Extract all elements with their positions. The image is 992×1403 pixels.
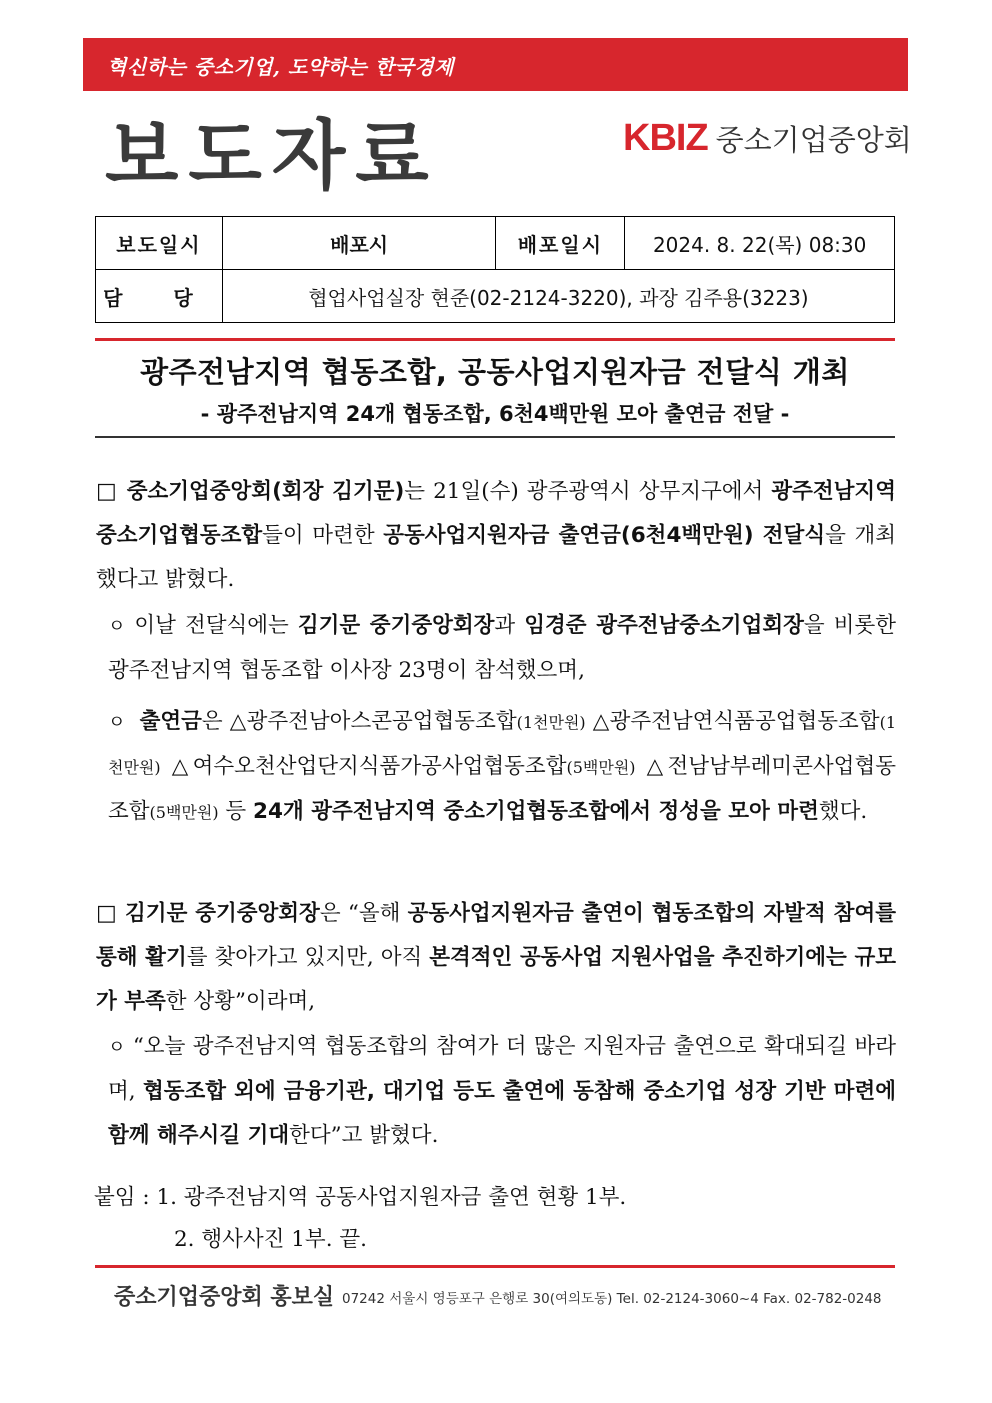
top-banner <box>83 38 908 91</box>
release-time-value: 배포시 <box>222 217 496 270</box>
attachment-line-1: 붙임 : 1. 광주전남지역 공동사업지원자금 출연 현황 1부. <box>94 1185 627 1210</box>
text: 이날 전달식에는 <box>125 613 298 638</box>
banner-slogan: 혁신하는 중소기업, 도약하는 한국경제 <box>107 55 454 79</box>
text: (5백만원) <box>566 758 636 777</box>
text: 공동사업지원자금 출연금(6천4백만원) 전달식 <box>383 523 826 548</box>
text: 광주전남지역 중소기업협동조합 <box>96 479 896 548</box>
text: 중소기업중앙회(회장 김기문) <box>118 479 405 504</box>
text: 협동조합 외에 금융기관, 대기업 등도 출연에 동참해 중소기업 성장 기반 마련에 함께 해주시길 기대 <box>108 1079 896 1148</box>
subheadline: - 광주전남지역 24개 협동조합, 6천4백만원 모아 출연금 전달 - <box>200 402 790 426</box>
kbiz-logo <box>623 118 912 158</box>
text: 김기문 중기중앙회장 <box>297 613 495 638</box>
headline-bottom-rule <box>95 436 895 438</box>
text: 을 비롯한 광주전남지역 협동조합 이사장 23명이 참석했으며, <box>108 613 896 683</box>
square-bullet: □ <box>96 901 118 926</box>
circle-bullet: ㅇ <box>108 1037 126 1058</box>
text: 들이 마련한 <box>262 523 384 548</box>
paragraph-3 <box>108 700 896 835</box>
circle-bullet: ㅇ <box>108 616 126 637</box>
paragraph-4 <box>96 892 896 1024</box>
headline-top-rule <box>95 338 895 341</box>
text: 을 개최했다고 밝혔다. <box>96 523 896 592</box>
paragraph-1 <box>96 470 896 602</box>
text: 은 “올해 <box>319 901 408 926</box>
text: △전남남부레미콘사업협동조합 <box>108 754 896 824</box>
text: 는 21일(수) 광주광역시 상무지구에서 <box>404 479 772 504</box>
press-release-title: 보도자료 <box>105 111 439 200</box>
footer-address: 07242 서울시 영등포구 은행로 30(여의도동) Tel. 02-2124-3060~4 Fax. 02-782-0248 <box>342 1291 882 1307</box>
square-bullet: □ <box>96 479 118 504</box>
footer-dept: 중소기업중앙회 홍보실 <box>114 1285 335 1310</box>
text: 했다. <box>818 799 868 824</box>
text: 24개 광주전남지역 중소기업협동조합에서 정성을 모아 마련 <box>253 799 819 824</box>
footer-rule <box>95 1265 895 1268</box>
text: (5백만원) <box>149 803 219 822</box>
text: 본격적인 공동사업 지원사업을 추진하기에는 규모가 부족 <box>96 945 896 1014</box>
release-info-table <box>95 216 895 323</box>
text: (1천만원) <box>108 713 896 777</box>
text: 출연금 <box>139 709 202 734</box>
text: 를 찾아가고 있지만, 아직 <box>186 945 430 970</box>
release-time-label: 보도일시 <box>96 217 223 270</box>
text: 김기문 중기중앙회장 <box>117 901 320 926</box>
paragraph-5 <box>108 1025 896 1158</box>
paragraph-2 <box>108 604 896 693</box>
kbiz-logo-org: 중소기업중앙회 <box>715 122 912 157</box>
text: “오늘 광주전남지역 협동조합의 참여가 더 많은 지원자금 출연으로 확대되길 바라며, <box>108 1034 896 1104</box>
text: 한 상황”이라며, <box>165 989 316 1014</box>
text: 한다”고 밝혔다. <box>289 1123 439 1148</box>
text: △광주전남연식품공업협동조합 <box>585 709 880 734</box>
text: 공동사업지원자금 출연이 협동조합의 자발적 참여를 통해 활기 <box>96 901 896 970</box>
distribution-time-label: 배포일시 <box>496 217 625 270</box>
text: 등 <box>218 799 254 824</box>
headline: 광주전남지역 협동조합, 공동사업지원자금 전달식 개최 <box>140 355 850 389</box>
distribution-time-value: 2024. 8. 22(목) 08:30 <box>625 217 895 270</box>
circle-bullet: ㅇ <box>108 712 126 733</box>
text: 과 <box>494 613 525 638</box>
text: (1천만원) <box>516 713 586 732</box>
contact-label: 담 당 <box>96 270 223 323</box>
contact-value: 협업사업실장 현준(02-2124-3220), 과장 김주용(3223) <box>222 270 894 323</box>
attachment-line-2: 2. 행사사진 1부. 끝. <box>174 1227 367 1252</box>
text: △여수오천산업단지식품가공사업협동조합 <box>160 754 567 779</box>
text: 은 △광주전남아스콘공업협동조합 <box>201 709 517 734</box>
text: 임경준 광주전남중소기업회장 <box>524 613 804 638</box>
kbiz-logo-mark: KBIZ <box>623 116 708 159</box>
